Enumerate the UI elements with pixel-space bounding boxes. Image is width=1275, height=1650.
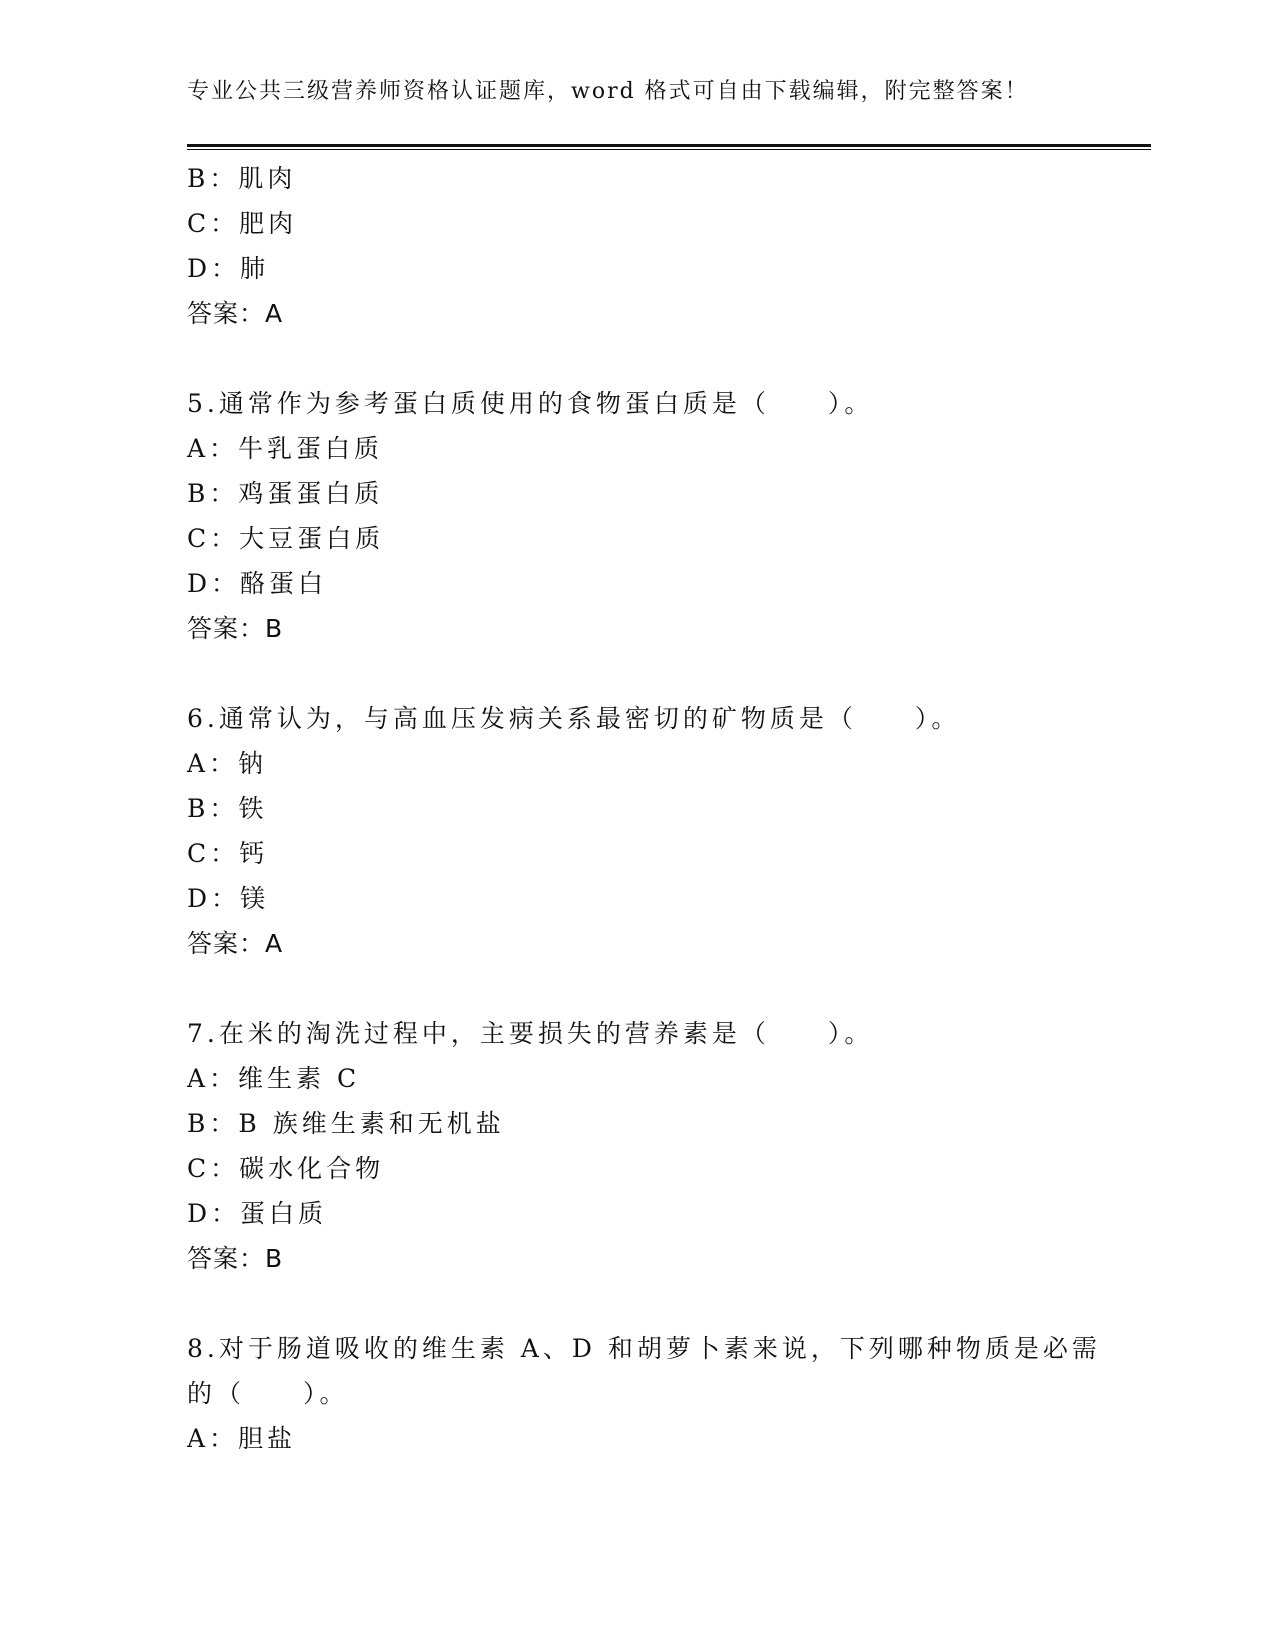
option-d: D：镁 (187, 884, 270, 913)
option-c: C：碳水化合物 (187, 1154, 385, 1183)
question-8 (187, 1326, 1101, 1461)
option-b: B：肌肉 (187, 164, 297, 193)
header-divider (187, 144, 1151, 151)
option-c: C：肥肉 (187, 209, 298, 238)
option-b: B：鸡蛋蛋白质 (187, 479, 384, 508)
question-4-continued (187, 156, 1087, 336)
option-c: C：大豆蛋白质 (187, 524, 385, 553)
question-7 (187, 1011, 1087, 1281)
spacer (187, 336, 1087, 381)
spacer (187, 1281, 1087, 1326)
option-a: A：维生素 C (187, 1064, 361, 1093)
option-d: D：蛋白质 (187, 1199, 328, 1228)
option-b: B：铁 (187, 794, 268, 823)
option-d: D：酪蛋白 (187, 569, 328, 598)
option-a: A：胆盐 (187, 1424, 297, 1453)
option-a: A：牛乳蛋白质 (187, 434, 384, 463)
question-6 (187, 696, 1087, 966)
question-stem-line-2: 的（ ）。 (187, 1379, 349, 1408)
answer: 答案：A (187, 299, 284, 328)
option-a: A：钠 (187, 749, 268, 778)
divider-thin-line (187, 149, 1151, 150)
answer: 答案：B (187, 1244, 284, 1273)
divider-thick-line (187, 144, 1151, 147)
question-5 (187, 381, 1087, 651)
answer: 答案：B (187, 614, 284, 643)
option-c: C：钙 (187, 839, 269, 868)
question-stem: 5.通常作为参考蛋白质使用的食物蛋白质是（ ）。 (187, 389, 874, 418)
answer: 答案：A (187, 929, 284, 958)
spacer (187, 966, 1087, 1011)
question-stem: 6.通常认为，与高血压发病关系最密切的矿物质是（ ）。 (187, 704, 961, 733)
question-stem: 7.在米的淘洗过程中，主要损失的营养素是（ ）。 (187, 1019, 874, 1048)
option-d: D：肺 (187, 254, 270, 283)
question-stem-line-1: 8.对于肠道吸收的维生素 A、D 和胡萝卜素来说，下列哪种物质是必需 (187, 1334, 1101, 1363)
spacer (187, 651, 1087, 696)
page-header: 专业公共三级营养师资格认证题库，word 格式可自由下载编辑，附完整答案！ (187, 79, 1029, 104)
question-list (187, 156, 1101, 1461)
option-b: B：B 族维生素和无机盐 (187, 1109, 505, 1138)
